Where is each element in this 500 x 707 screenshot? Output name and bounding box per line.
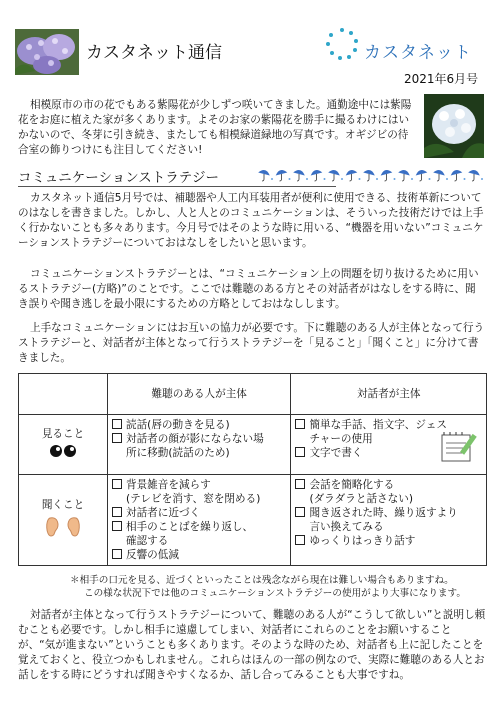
row-label-see: 見ること [41, 428, 85, 440]
heading-underline [18, 186, 336, 187]
table-corner [19, 374, 108, 415]
cell-see-partner [291, 415, 487, 475]
umbrella-icon [345, 169, 361, 181]
umbrella-icon [415, 169, 431, 181]
list-item: 相手のことばを繰り返し、 [112, 520, 286, 534]
brand-name: カスタネット [364, 43, 472, 63]
list-item: ゆっくりはっきり話す [295, 534, 482, 548]
umbrella-icon [275, 169, 291, 181]
list-item: 対話者に近づく [112, 506, 286, 520]
list-item: 読話(唇の動きを見る) [112, 418, 286, 432]
umbrella-icon [258, 169, 273, 181]
row-header-see [19, 415, 108, 475]
list-item-continued: 言い換えてみる [309, 521, 384, 533]
list-item: 背景雑音を減らす [112, 478, 286, 492]
footnote-line-2: この様な状況下では他のコミュニケーションストラテジーの使用がより大事になります。 [84, 588, 466, 599]
list-item-continued: (テレビを消す、窓を閉める) [126, 493, 261, 505]
list-item: 文字で書く [295, 446, 482, 460]
list-item: 会話を簡略化する [295, 478, 482, 492]
row-label-hear: 聞くこと [41, 499, 85, 511]
cell-see-self [108, 415, 291, 475]
paragraph-closing: 対話者が主体となって行うストラテジーについて、難聴のある人が“こうして欲しい”と説明し頼むことも必要です。しかし相手に遠慮してしまい、対話者にこれらのことをお願いすることが、“気が進まない”ということも多くあります。そのような時のため、対話者も上に記したことを覚えておくと、役立つかもしれません。これらはほんの一部の例なので、実際に難聴のある人とお話しをする時にどうすれば聞きやすくなるか、話し合ってみることも大事ですね。 [18, 609, 486, 681]
footnote-line-1: ＊相手の口元を見る、近づくといったことは残念ながら現在は難しい場合もありますね。 [70, 575, 454, 586]
umbrella-icon [310, 169, 326, 181]
strategy-table [18, 373, 487, 566]
section-heading: コミュニケーションストラテジー [18, 170, 220, 186]
newsletter-title: カスタネット通信 [86, 43, 222, 63]
notepad-pencil-icon [440, 429, 480, 469]
list-item: 反響の低減 [112, 548, 286, 562]
umbrella-icon [468, 169, 483, 181]
list-item-continued: チャーの使用 [309, 433, 373, 445]
paragraph-technology: カスタネット通信5月号では、補聴器や人工内耳装用者が便利に使用できる、技術革新についてのはなしを書きました。しかし、人と人とのコミュニケーションは、そういった技術だけでは上手く行かないことも多々あります。今月号ではそのような時に用いる、“機器を用いない”コミュニケーションストラテジーについておはなしをしたいと思います。 [18, 192, 484, 249]
umbrella-decoration [254, 166, 486, 182]
list-item-continued: (ダラダラと話さない) [309, 493, 413, 505]
umbrella-icon [398, 169, 413, 181]
umbrella-icon [363, 169, 378, 181]
footnote [70, 574, 490, 600]
list-item: 聞き返された時、繰り返すより [295, 506, 482, 520]
intro-paragraph: 相模原市の市の花でもある紫陽花が少しずつ咲いてきました。通勤途中には紫陽花をお庭に植えた家が多くあります。よそのお家の紫陽花を勝手に撮るわけにはいかないので、冬芽に引き続き、またしても相模緑道緑地の写真です。オギジビの待合室の飾りつけにも注目してください! [18, 99, 412, 156]
umbrella-icon [433, 169, 448, 181]
list-item: 簡単な手話、指文字、ジェス [295, 418, 482, 432]
col-header-self: 難聴のある人が主体 [108, 374, 291, 415]
umbrella-icon [450, 169, 466, 181]
list-item-continued: 所に移動(読話のため) [126, 447, 230, 459]
paragraph-cooperation: 上手なコミュニケーションにはお互いの協力が必要です。下に難聴のある人が主体となって行うストラテジーと、対話者が主体となって行うストラテジーを「見ること」「聞くこと」に分けて書きました。 [18, 322, 485, 364]
list-item: 対話者の顔が影にならない場 [112, 432, 286, 446]
issue-date: 2021年6月号 [404, 72, 479, 86]
eyes-icon [19, 444, 107, 462]
col-header-partner: 対話者が主体 [291, 374, 487, 415]
cell-hear-self [108, 475, 291, 566]
hydrangea-photo [15, 29, 79, 75]
paragraph-definition: コミュニケーションストラテジーとは、“コミュニケーション上の問題を切り抜けるために用いるストラテジー(方略)”のことです。ここでは難聴のある方とその対話者がはなしをする時に、聞き誤りや聞き逃しを最小限にするための方略としておはなしします。 [18, 268, 479, 310]
hydrangea-photo-right [424, 94, 484, 158]
umbrella-icon [380, 169, 396, 181]
castanet-logo-icon [326, 28, 358, 60]
umbrella-icon [293, 169, 308, 181]
list-item-continued: 確認する [126, 535, 169, 547]
row-header-hear [19, 475, 108, 566]
cell-hear-partner [291, 475, 487, 566]
ears-icon [19, 516, 107, 542]
umbrella-icon [328, 169, 343, 181]
